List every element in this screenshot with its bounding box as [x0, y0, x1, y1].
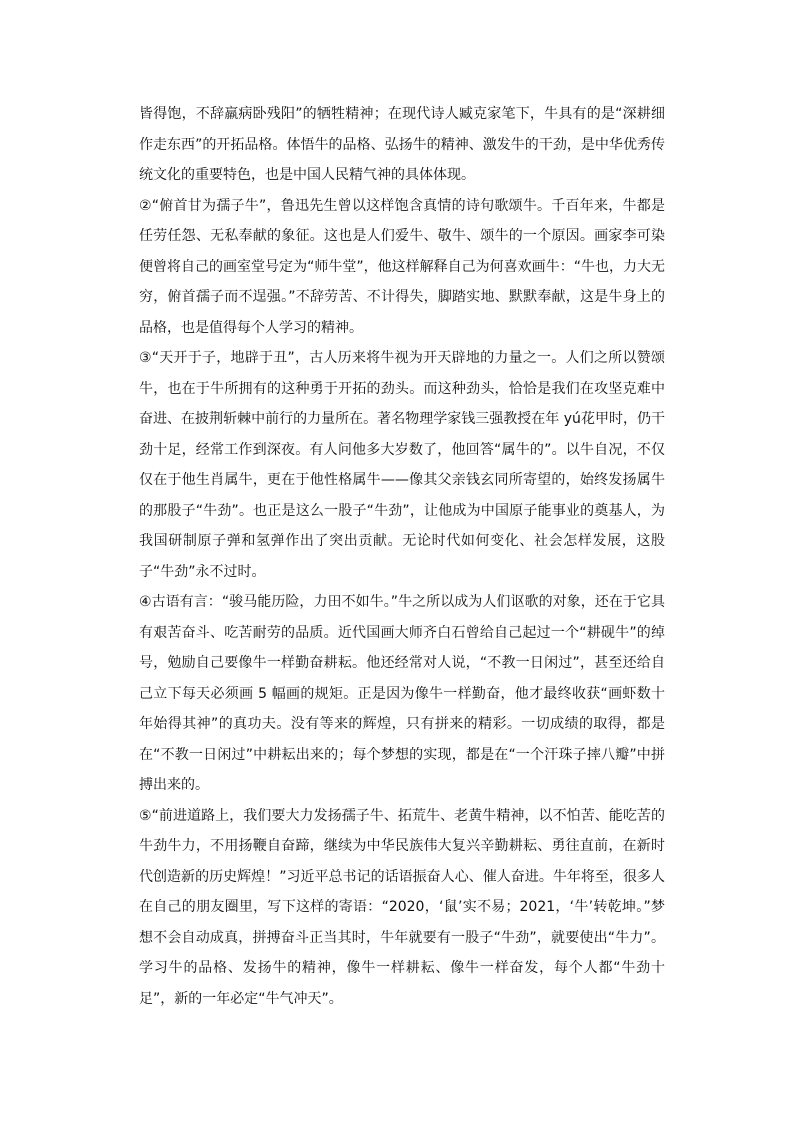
- paragraph-4: ④古语有言：“骏马能历险，力田不如牛。”牛之所以成为人们讴歌的对象，还在于它具有艰苦奋斗、吃苦耐劳的品质。近代国画大师齐白石曾给自己起过一个“耕砚牛”的绰号，勉励自己要像牛一样勤奋耕耘。他还经常对人说，“不教一日闲过”，甚至还给自己立下每天必须画 5 幅画的规矩。正是因为像牛一样勤奋，他才最终收获“画虾数十年始得其神”的真功夫。没有等来的辉煌，只有拼来的精彩。一切成绩的取得，都是在“不教一日闲过”中耕耘出来的；每个梦想的实现，都是在“一个汗珠子摔八瓣”中拼搏出来的。: [139, 594, 665, 793]
- paragraph-1-continued: 皆得饱，不辞羸病卧残阳”的牺牲精神；在现代诗人臧克家笔下，牛具有的是“深耕细作走东西”的开拓品格。体悟牛的品格、弘扬牛的精神、激发牛的干劲，是中华优秀传统文化的重要特色，也是中国人民精气神的具体体现。: [139, 106, 665, 183]
- paragraph-5: ⑤“前进道路上，我们要大力发扬孺子牛、拓荒牛、老黄牛精神，以不怕苦、能吃苦的牛劲牛力，不用扬鞭自奋蹄，继续为中华民族伟大复兴辛勤耕耘、勇往直前，在新时代创造新的历史辉煌！”习近平总书记的话语振奋人心、催人奋进。牛年将至，很多人在自己的朋友圈里，写下这样的寄语：“2020，‘鼠’实不易；2021，‘牛’转乾坤。”梦想不会自动成真，拼搏奋斗正当其时，牛年就要有一股子“牛劲”，就要使出“牛力”。学习牛的品格、发扬牛的精神，像牛一样耕耘、像牛一样奋发，每个人都“牛劲十足”，新的一年必定“牛气冲天”。: [139, 807, 665, 1007]
- paragraph-2: ②“俯首甘为孺子牛”，鲁迅先生曾以这样饱含真情的诗句歌颂牛。千百年来，牛都是任劳任怨、无私奉献的象征。这也是人们爱牛、敬牛、颂牛的一个原因。画家李可染便曾将自己的画室堂号定为“师牛堂”，他这样解释自己为何喜欢画牛：“牛也，力大无穷，俯首孺子而不逞强。”不辞劳苦、不计得失，脚踏实地、默默奉献，这是牛身上的品格，也是值得每个人学习的精神。: [139, 197, 665, 336]
- article-body: [139, 99, 665, 1014]
- paragraph-3: ③“天开于子，地辟于丑”，古人历来将牛视为开天辟地的力量之一。人们之所以赞颂牛，也在于牛所拥有的这种勇于开拓的劲头。而这种劲头，恰恰是我们在攻坚克难中奋进、在披荆斩棘中前行的力量所在。著名物理学家钱三强教授在年 yú花甲时，仍干劲十足，经常工作到深夜。有人问他多大岁数了，他回答“属牛的”。以牛自况，不仅仅在于他生肖属牛，更在于他性格属牛——像其父亲钱玄同所寄望的，始终发扬属牛的那股子“牛劲”。也正是这么一股子“牛劲”，让他成为中国原子能事业的奠基人，为我国研制原子弹和氢弹作出了突出贡献。无论时代如何变化、社会怎样发展，这股子“牛劲”永不过时。: [139, 350, 665, 580]
